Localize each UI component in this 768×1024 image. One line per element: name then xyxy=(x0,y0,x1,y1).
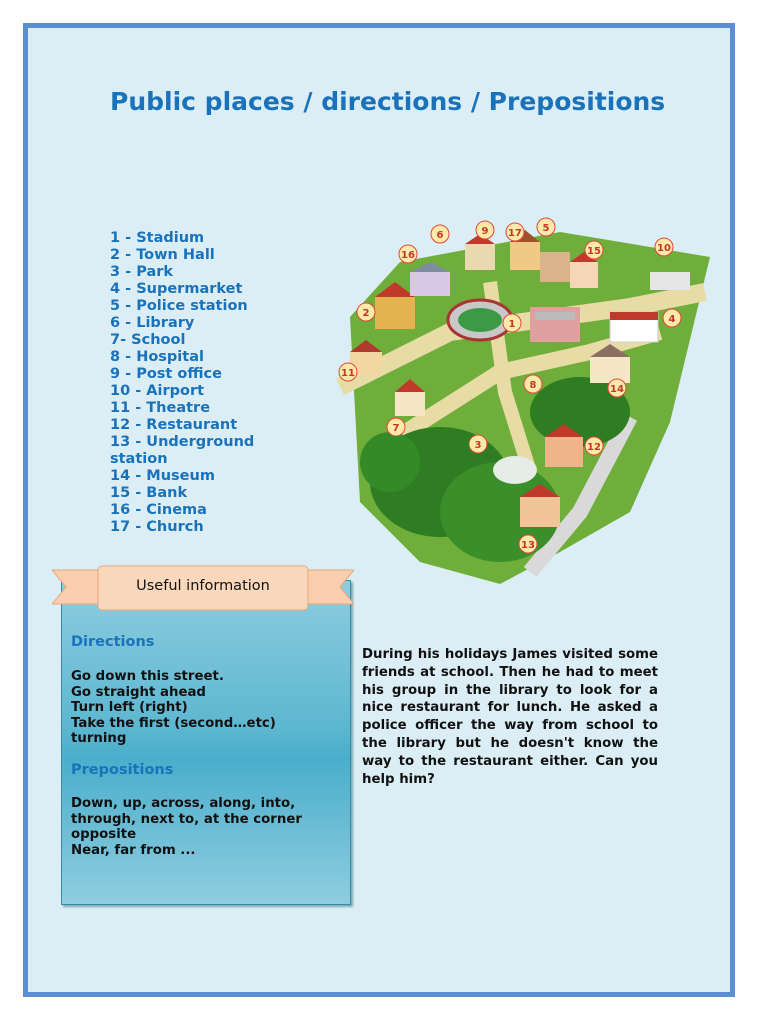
marker-label: 14 xyxy=(610,384,624,395)
direction-line: Turn left (right) xyxy=(71,700,188,716)
page-title: Public places / directions / Prepositions xyxy=(110,87,666,116)
marker-label: 17 xyxy=(508,228,522,239)
list-item: 6 - Library xyxy=(110,315,195,331)
marker-label: 11 xyxy=(341,368,355,379)
list-item: 15 - Bank xyxy=(110,485,188,501)
list-item: 2 - Town Hall xyxy=(110,247,215,263)
town-map-illustration xyxy=(330,212,715,592)
marker-label: 6 xyxy=(436,230,444,241)
list-item: 13 - Underground station xyxy=(110,434,255,467)
direction-line: Take the first (second…etc) xyxy=(71,715,276,731)
marker-label: 10 xyxy=(657,243,671,254)
marker-label: 15 xyxy=(587,246,601,257)
list-item: 3 - Park xyxy=(110,264,174,280)
marker-label: 8 xyxy=(529,380,537,391)
list-item: 9 - Post office xyxy=(110,366,222,382)
marker-label: 3 xyxy=(474,440,482,451)
marker-label: 16 xyxy=(401,250,415,261)
story-paragraph: During his holidays James visited some friends at school. Then he had to meet his group in the library to look for a nice restaurant for lunch. He asked a police officer the way from school to the library but he doesn't know the way to the restaurant either. Can you help him? xyxy=(362,647,658,787)
list-item: 4 - Supermarket xyxy=(110,281,243,297)
list-item: 8 - Hospital xyxy=(110,349,204,365)
preposition-line: Near, far from ... xyxy=(71,842,196,858)
direction-line: Go straight ahead xyxy=(71,684,206,700)
list-item: 7- School xyxy=(110,332,186,348)
marker-label: 7 xyxy=(392,423,400,434)
marker-label: 12 xyxy=(587,442,601,453)
marker-label: 4 xyxy=(668,314,676,325)
marker-label: 9 xyxy=(481,226,489,237)
list-item: 17 - Church xyxy=(110,519,204,535)
preposition-line: opposite xyxy=(71,827,137,843)
direction-line: Go down this street. xyxy=(71,669,224,684)
prepositions-list xyxy=(71,796,341,858)
list-item: 11 - Theatre xyxy=(110,400,211,416)
list-item: 12 - Restaurant xyxy=(110,417,238,433)
ribbon-label: Useful information xyxy=(136,578,270,594)
places-list xyxy=(110,230,310,536)
directions-heading: Directions xyxy=(71,634,155,650)
list-item: 16 - Cinema xyxy=(110,502,207,518)
marker-label: 13 xyxy=(521,540,535,551)
marker-label: 5 xyxy=(542,223,550,234)
preposition-line: Down, up, across, along, into, xyxy=(71,796,296,811)
marker-label: 2 xyxy=(362,308,370,319)
prepositions-heading: Prepositions xyxy=(71,762,174,778)
preposition-line: through, next to, at the corner xyxy=(71,811,302,827)
list-item: 14 - Museum xyxy=(110,468,215,484)
list-item: 10 - Airport xyxy=(110,383,205,399)
list-item: 1 - Stadium xyxy=(110,230,205,246)
direction-line: turning xyxy=(71,731,127,747)
marker-label: 1 xyxy=(508,319,516,330)
directions-list xyxy=(71,669,341,747)
list-item: 5 - Police station xyxy=(110,298,248,314)
